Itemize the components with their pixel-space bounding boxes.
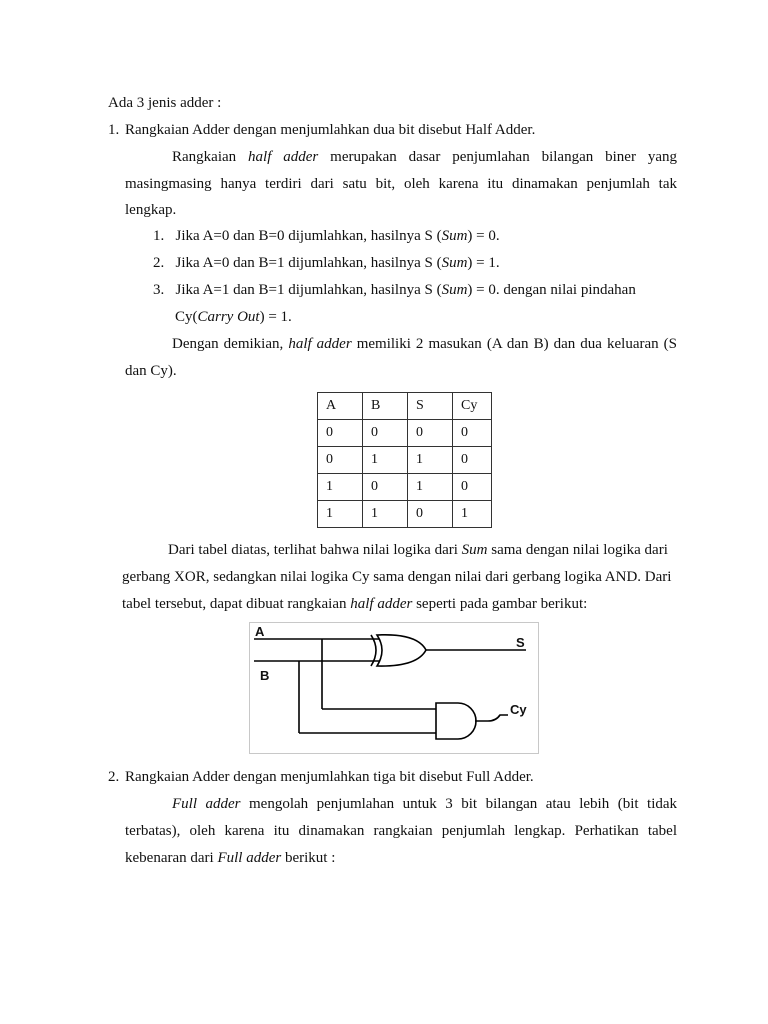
half-adder-circuit-diagram	[250, 623, 538, 753]
wire-cy	[475, 715, 508, 721]
section2-para1-rest: mengolah penjumlahan untuk 3 bit bilangan atau lebih (bit tidak	[249, 796, 678, 812]
table-row	[318, 447, 492, 474]
table-cell: 1	[363, 501, 408, 528]
section2-line3-pre: kebenaran dari	[125, 850, 214, 866]
list-item-2	[153, 256, 500, 271]
table-cell: 1	[318, 501, 363, 528]
section1-para1-line2: masingmasing hanya terdiri dari satu bit, oleh karena itu dinamakan penjumlah tak	[125, 176, 677, 192]
para2-post: memiliki 2 masukan (A dan B) dan dua keluaran (S	[356, 336, 678, 352]
intro-text: Ada 3 jenis adder :	[108, 95, 222, 111]
section1-para3-line2: gerbang XOR, sedangkan nilai logika Cy sama dengan nilai dari gerbang logika AND. Dari	[122, 569, 672, 585]
section2-para1-line3	[125, 851, 335, 866]
table-cell: 1	[363, 447, 408, 474]
circuit-label-b: B	[260, 668, 270, 683]
table-cell: 0	[408, 420, 453, 447]
table-row	[318, 501, 492, 528]
circuit-label-a: A	[255, 624, 265, 639]
table-header-a: A	[318, 393, 363, 420]
table-cell: 1	[408, 447, 453, 474]
list-item-1-num: 1.	[153, 228, 165, 244]
section2-number: 2.	[108, 769, 120, 785]
para3-sum: Sum	[461, 542, 488, 558]
list-item-2-post: ) = 1.	[467, 255, 500, 271]
para3-pre: Dari tabel diatas, terlihat bahwa nilai logika dari	[168, 542, 458, 558]
list-item-2-num: 2.	[153, 255, 165, 271]
section1-number: 1.	[108, 122, 120, 138]
carry-post: ) = 1.	[259, 309, 292, 325]
table-cell: 0	[453, 447, 492, 474]
carry-out-term: Carry Out	[197, 309, 260, 325]
table-row	[318, 420, 492, 447]
circuit-label-s: S	[516, 635, 525, 650]
table-cell: 0	[408, 501, 453, 528]
half-adder-circuit-figure	[249, 622, 539, 754]
list-item-2-pre: Jika A=0 dan B=1 dijumlahkan, hasilnya S (	[175, 255, 442, 271]
section2-full-adder: Full adder	[172, 796, 241, 812]
table-header-cy: Cy	[453, 393, 492, 420]
section1-para2-line1	[172, 337, 677, 352]
table-cell: 0	[318, 420, 363, 447]
para3-line3-pre: tabel tersebut, dapat dibuat rangkaian	[122, 596, 347, 612]
list-item-3-sum: Sum	[441, 282, 468, 298]
para2-half-adder: half adder	[288, 336, 352, 352]
para1-word-rangkaian: Rangkaian	[172, 149, 237, 165]
section2-para1-line2: terbatas), oleh karena itu dinamakan rangkaian penjumlah lengkap. Perhatikan tabel	[125, 823, 677, 839]
table-cell: 0	[453, 474, 492, 501]
section1-para1-line1	[172, 150, 677, 165]
section2-line3-post: berikut :	[284, 850, 336, 866]
list-item-1-pre: Jika A=0 dan B=0 dijumlahkan, hasilnya S (	[175, 228, 442, 244]
table-header-s: S	[408, 393, 453, 420]
table-cell: 0	[363, 474, 408, 501]
table-cell: 1	[318, 474, 363, 501]
table-cell: 0	[363, 420, 408, 447]
para3-line3-post: seperti pada gambar berikut:	[416, 596, 588, 612]
para3-half-adder: half adder	[350, 596, 413, 612]
carry-pre: Cy(	[175, 309, 198, 325]
section1-para3-line1	[168, 543, 668, 558]
table-row	[318, 474, 492, 501]
section1-para3-line3	[122, 597, 587, 612]
list-item-3	[153, 283, 636, 298]
para1-rest: merupakan dasar penjumlahan bilangan biner yang	[330, 149, 677, 165]
para2-pre: Dengan demikian,	[172, 336, 284, 352]
list-item-1-post: ) = 0.	[467, 228, 500, 244]
section1-para1-line3: lengkap.	[125, 202, 177, 218]
section2-para1-line1	[172, 797, 677, 812]
table-header-b: B	[363, 393, 408, 420]
list-item-3-pre: Jika A=1 dan B=1 dijumlahkan, hasilnya S (	[175, 282, 442, 298]
xor-gate-body	[377, 635, 426, 666]
half-adder-truth-table	[317, 392, 492, 528]
list-item-3-post: ) = 0. dengan nilai pindahan	[467, 282, 636, 298]
and-gate-body	[436, 703, 476, 739]
section2-line3-full-adder: Full adder	[217, 850, 282, 866]
circuit-label-cy: Cy	[510, 702, 527, 717]
table-cell: 0	[318, 447, 363, 474]
list-item-1	[153, 229, 500, 244]
table-cell: 1	[408, 474, 453, 501]
list-item-1-sum: Sum	[441, 228, 468, 244]
section1-para2-line2: dan Cy).	[125, 363, 177, 379]
section2-heading: Rangkaian Adder dengan menjumlahkan tiga bit disebut Full Adder.	[125, 769, 534, 785]
list-item-3-continuation	[175, 310, 292, 325]
table-header-row	[318, 393, 492, 420]
section1-heading: Rangkaian Adder dengan menjumlahkan dua bit disebut Half Adder.	[125, 122, 536, 138]
table-cell: 0	[453, 420, 492, 447]
list-item-3-num: 3.	[153, 282, 165, 298]
list-item-2-sum: Sum	[441, 255, 468, 271]
para1-half-adder: half adder	[248, 149, 319, 165]
para3-post: sama dengan nilai logika dari	[491, 542, 668, 558]
table-cell: 1	[453, 501, 492, 528]
